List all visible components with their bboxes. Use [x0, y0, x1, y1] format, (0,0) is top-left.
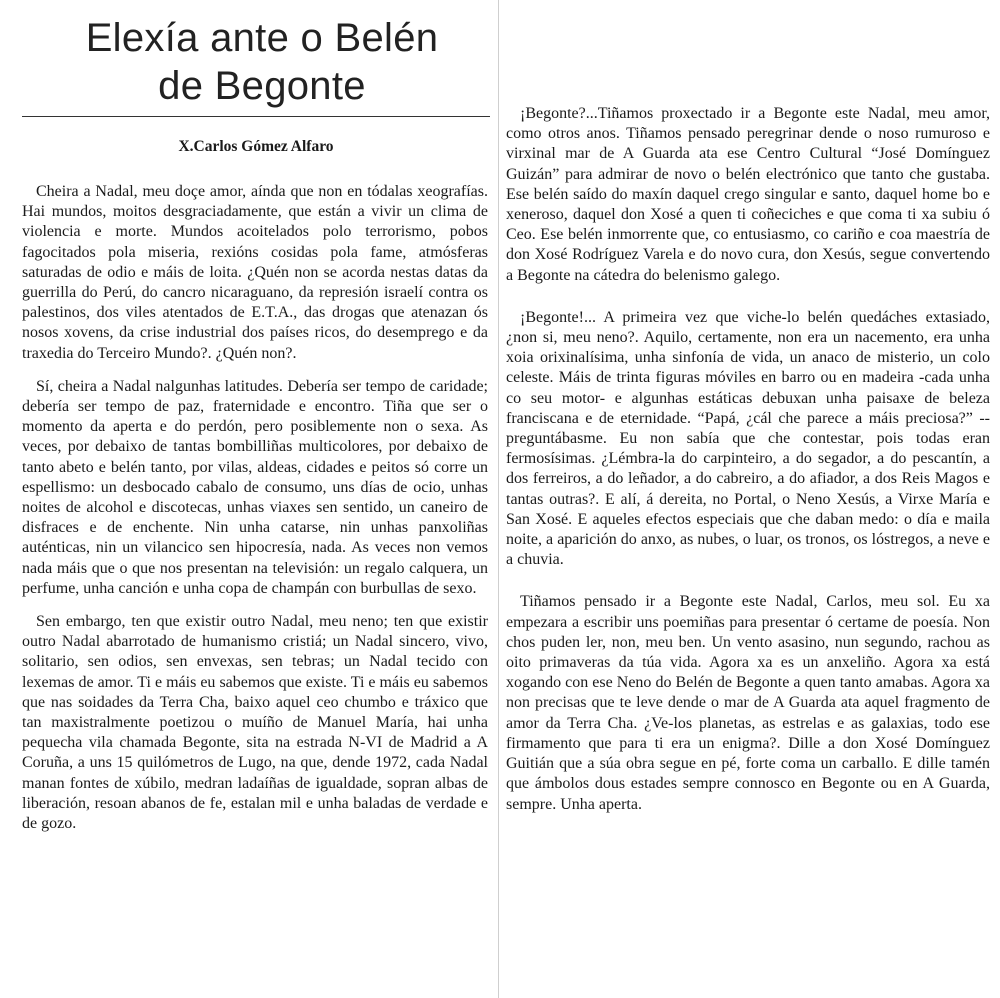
right-column — [506, 104, 990, 837]
title-rule — [22, 116, 490, 117]
paragraph: ¡Begonte?...Tiñamos proxectado ir a Begonte este Nadal, meu amor, como otros anos. Tiñamos pensado peregrinar dende o noso rumuroso e virxinal mar de A Guarda ata ese Centro Cultural “José Domínguez Guizán” para admirar de novo o belén electrónico que tanto che gustaba. Ese belén saído do maxín daquel crego singular e santo, daquel home bo e xeneroso, daquel don Xosé a quen ti coñeciches e que coma ti xa subiu ó Ceo. Ese belén inmorrente que, co entusiasmo, co cariño e coa maestría de don Xosé Rodríguez Varela e do novo cura, don Xesús, segue convertendo a Begonte na cátedra do belenismo galego. — [506, 105, 990, 284]
article-title — [40, 14, 484, 110]
column-divider — [498, 0, 499, 998]
paragraph: Sen embargo, ten que existir outro Nadal, meu neno; ten que existir outro Nadal abarrotado de humanismo cristiá; un Nadal sincero, vivo, solitario, sen odios, sen envexas, sen tebras; un Nadal tecido con lexemas de amor. Ti e máis eu sabemos que existe. Ti e máis eu sabemos que nas soidades da Terra Cha, baixo aquel ceo chumbo e tráxico que tan maxistralmente poetizou o muíño de Manuel María, hai unha pequecha vila chamada Begonte, sita na estrada N-VI de Madrid a A Coruña, a uns 15 quilómetros de Lugo, na que, dende 1972, cada Nadal manan fontes de xúbilo, medran ladaíñas de igualdade, sopran albas de liberación, resoan abanos de fe, estalan mil e unha baladas de verdade e de gozo. — [22, 613, 488, 833]
title-line-1: Elexía ante o Belén — [85, 16, 439, 60]
left-column — [22, 182, 488, 847]
paragraph: Cheira a Nadal, meu doçe amor, aínda que non en tódalas xeografías. Hai mundos, moitos desgraciadamente, que están a vivir un clima de violencia e morte. Mundos acoitelados polo terrorismo, pobos fagocitados pola miseria, rexións cosidas pola fame, atmósferas saturadas de odio e máis de loita. ¿Quén non se acorda nestas datas da guerrilla do Perú, do cancro nicaraguano, da represión israelí contra os palestinos, dos viles atentados de E.T.A., das drogas que atenazan ós nosos xovens, da crise industrial dos países ricos, do desemprego e da traxedia do Terceiro Mundo?. ¿Quén non?. — [22, 183, 488, 362]
article-author: X.Carlos Gómez Alfaro — [178, 138, 334, 155]
title-line-2: de Begonte — [158, 64, 366, 108]
paragraph: Sí, cheira a Nadal nalgunhas latitudes. Debería ser tempo de caridade; debería ser tempo de paz, fraternidade e encontro. Tiña que ser o momento da aperta e do perdón, pero posiblemente non o sexa. As veces, por debaixo de tantas bombilliñas multicolores, por debaixo de tanto abeto e belén tanto, por vilas, aldeas, cidades e peitos só corre un espellismo: un desbocado cabalo de consumo, uns días de ocio, unhas noites de alcohol e discotecas, unhas viaxes sen sentido, un caneiro de disfraces e de enchente. Nin unha catarse, nin unhas panxoliñas auténticas, nin un vilancico sen hipocresía, nada. As veces non vemos nada máis que o que nos presentan na televisión: un regalo calquera, un perfume, unha canción e unha copa de champán con burbullas de sexo. — [22, 377, 488, 597]
paragraph: Tiñamos pensado ir a Begonte este Nadal, Carlos, meu sol. Eu xa empezara a escribir uns poemiñas para presentar ó certame de poesía. Non chos puden ler, non, meu ben. Un vento asasino, nun segundo, rachou as oito primaveras da túa vida. Agora xa es un anxeliño. Agora xa está xogando con ese Neno do Belén de Begonte a quen tanto amabas. Agora xa non precisas que te leve dende o mar de A Guarda ata aquel fragmento de amor da Terra Cha. ¿Ve-los planetas, as estrelas e as galaxias, todo ese firmamento que para ti era un enigma?. Dille a don Xosé Domínguez Guitián que a súa obra segue en pé, forte coma un carballo. E dille tamén que ámbolos dous estades sempre connosco en Begonte ou en A Guarda, sempre. Unha aperta. — [506, 593, 990, 813]
paragraph: ¡Begonte!... A primeira vez que viche-lo belén quedáches extasiado, ¿non si, meu neno?. Aquilo, certamente, non era un nacemento, era unha xoia orixinalísima, unha sinfonía de vida, un anaco de misterio, un colo celeste. Máis de trinta figuras móviles en barro ou en madeira -cada unha co seu motor- e algunhas estáticas debuxan unha paisaxe de beleza franciscana e de eternidade. “Papá, ¿cál che parece a máis preciosa?” --preguntábasme. Eu non sabía que che contestar, pois todas eran fermosísimas. ¿Lémbra-la do carpinteiro, a do segador, a do pescantín, a dos ferreiros, a do leñador, a do cabreiro, a do afiador, a dos Reis Magos e tantas outras?. E alí, á dereita, no Portal, o Neno Xesús, a Virxe María e San Xosé. E aqueles efectos especiais que che daban medo: o día e maila noite, a aparición do anxo, as nubes, o luar, os tronos, os lóstregos, a neve e a chuvia. — [506, 308, 990, 569]
